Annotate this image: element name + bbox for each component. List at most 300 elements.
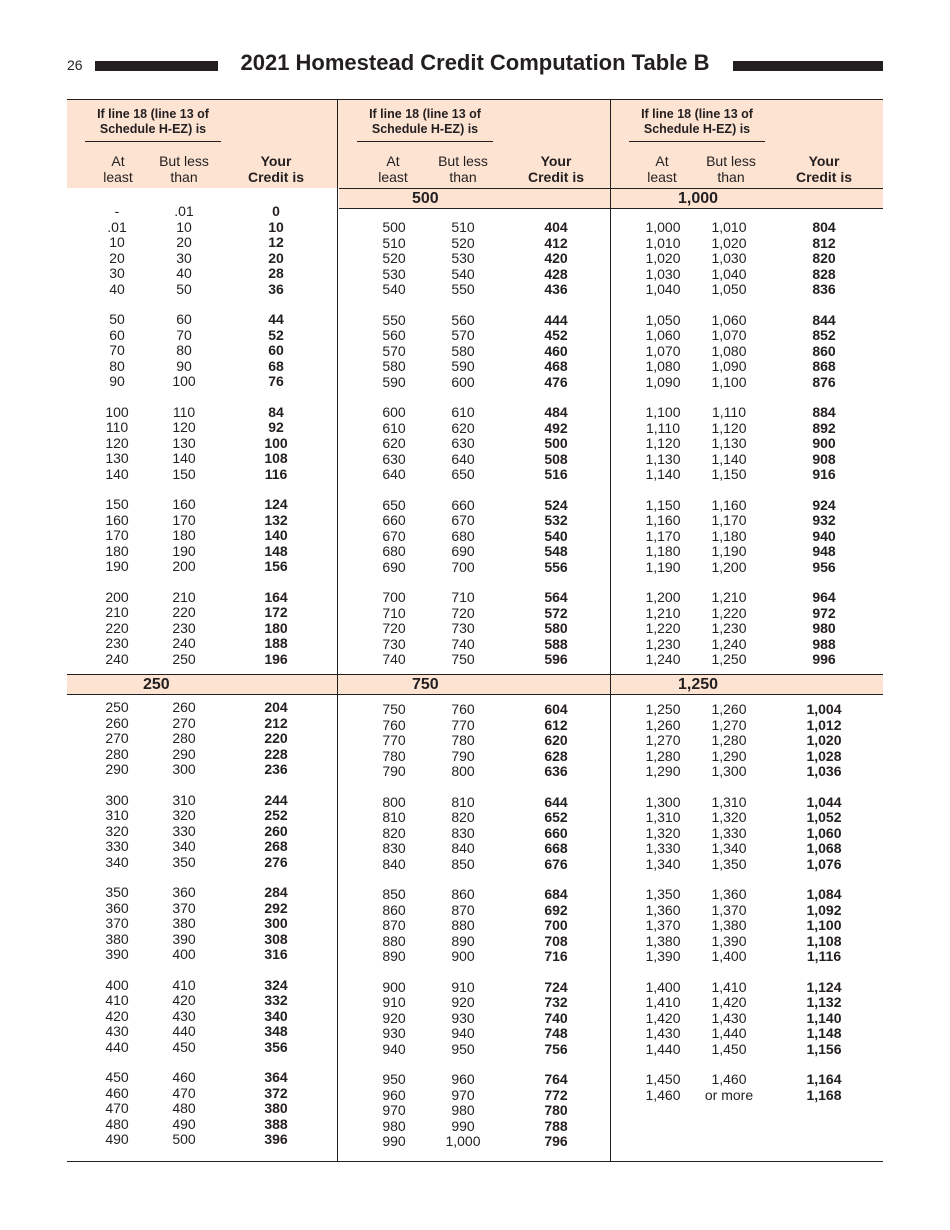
cell-at-least: 800 — [382, 793, 406, 810]
cell-your-credit: 652 — [544, 809, 568, 825]
table-row — [339, 637, 611, 653]
table-row — [67, 636, 339, 652]
cell-your-credit: 540 — [544, 527, 568, 544]
table-row — [67, 374, 339, 390]
cell-but-less-than: 210 — [172, 588, 196, 605]
table-row — [67, 235, 339, 251]
cell-but-less-than: 1,370 — [711, 901, 747, 918]
cell-at-least: 660 — [382, 512, 406, 528]
cell-your-credit: 708 — [544, 932, 568, 949]
column-divider — [337, 99, 338, 1161]
table-row — [611, 606, 883, 622]
table-row — [339, 1011, 611, 1027]
cell-but-less-than: 600 — [451, 373, 475, 390]
table-row — [339, 590, 611, 606]
table-row — [67, 204, 339, 220]
cell-your-credit: 132 — [264, 511, 288, 528]
cell-at-least: 520 — [382, 250, 406, 266]
table-row — [339, 652, 611, 668]
cell-at-least: 830 — [382, 840, 406, 856]
cell-your-credit: 788 — [544, 1117, 568, 1134]
cell-at-least: 1,110 — [646, 419, 680, 436]
table-row — [339, 1088, 611, 1104]
cell-but-less-than: 520 — [451, 234, 475, 251]
cell-at-least: 1,260 — [645, 716, 681, 733]
section-band — [611, 674, 883, 695]
cell-your-credit: 900 — [812, 435, 836, 451]
table-row — [611, 749, 883, 765]
cell-but-less-than: 80 — [176, 342, 192, 358]
cell-at-least: 1,290 — [645, 763, 681, 779]
cell-but-less-than: 1,250 — [711, 651, 747, 667]
cell-your-credit: 524 — [544, 496, 568, 513]
cell-at-least: 920 — [382, 1009, 406, 1026]
cell-your-credit: 108 — [264, 450, 288, 466]
cell-at-least: 770 — [382, 732, 406, 748]
table-row — [611, 452, 883, 468]
section-label: 1,000 — [678, 190, 719, 207]
cell-at-least: 700 — [382, 589, 406, 605]
cell-your-credit: 588 — [544, 635, 568, 652]
cell-your-credit: 556 — [544, 558, 568, 575]
cell-at-least: 290 — [105, 761, 129, 777]
cell-at-least: 1,210 — [645, 604, 681, 621]
cell-at-least: 1,250 — [645, 701, 681, 717]
cell-but-less-than: 650 — [451, 466, 475, 482]
table-column — [611, 99, 883, 1161]
cell-at-least: 1,090 — [645, 373, 681, 390]
table-row — [611, 236, 883, 252]
cell-at-least: 380 — [105, 930, 129, 947]
cell-but-less-than: 170 — [172, 511, 196, 528]
table-row — [67, 1009, 339, 1025]
column-header-but-less-than: But less than — [706, 153, 756, 185]
cell-at-least: 1,270 — [645, 732, 681, 748]
cell-at-least: 600 — [382, 404, 406, 420]
table-row — [67, 1040, 339, 1056]
cell-but-less-than: 60 — [176, 311, 192, 327]
table-row — [611, 590, 883, 606]
cell-your-credit: 1,132 — [806, 994, 842, 1010]
table-row — [67, 901, 339, 917]
cell-at-least: 1,460 — [645, 1086, 681, 1103]
table-row — [67, 793, 339, 809]
cell-but-less-than: 720 — [451, 604, 475, 621]
cell-at-least: 1,380 — [645, 932, 681, 949]
table-row — [611, 467, 883, 483]
cell-at-least: 1,040 — [645, 281, 681, 297]
cell-your-credit: 924 — [812, 496, 836, 513]
cell-but-less-than: 790 — [451, 747, 475, 764]
rows-block — [67, 204, 339, 667]
cell-but-less-than: 1,440 — [711, 1025, 747, 1041]
column-header-but-less-than: But less than — [438, 153, 488, 185]
page-number: 26 — [67, 57, 83, 73]
cell-at-least: 90 — [109, 373, 125, 389]
cell-but-less-than: 200 — [172, 558, 196, 574]
cell-but-less-than: 1,010 — [711, 219, 747, 235]
cell-but-less-than: 990 — [451, 1117, 475, 1134]
table-row — [339, 375, 611, 391]
cell-your-credit: 204 — [264, 699, 288, 715]
cell-at-least: 1,100 — [645, 404, 681, 420]
table-row — [339, 251, 611, 267]
cell-at-least: 1,000 — [645, 219, 681, 235]
cell-but-less-than: 1,160 — [711, 496, 747, 513]
cell-but-less-than: 370 — [172, 899, 196, 916]
cell-but-less-than: 40 — [176, 265, 192, 281]
table-row — [67, 1024, 339, 1040]
cell-at-least: 1,390 — [645, 948, 681, 964]
table-row — [67, 513, 339, 529]
cell-at-least: 630 — [382, 450, 406, 467]
cell-but-less-than: 810 — [451, 793, 475, 810]
cell-at-least: 240 — [105, 650, 129, 667]
cell-but-less-than: 380 — [172, 915, 196, 931]
cell-but-less-than: 390 — [172, 930, 196, 947]
cell-at-least: 170 — [105, 527, 129, 543]
cell-your-credit: 332 — [264, 992, 288, 1008]
cell-at-least: 980 — [382, 1117, 406, 1134]
cell-your-credit: 1,060 — [806, 824, 842, 841]
cell-at-least: 1,410 — [645, 994, 681, 1010]
cell-but-less-than: 140 — [172, 450, 196, 466]
cell-but-less-than: 450 — [172, 1038, 196, 1055]
cell-your-credit: 52 — [268, 326, 284, 343]
cell-but-less-than: 1,090 — [711, 358, 747, 374]
cell-but-less-than: 690 — [451, 543, 475, 559]
cell-your-credit: 604 — [544, 701, 568, 717]
cell-at-least: 1,080 — [645, 358, 681, 374]
table-row — [611, 375, 883, 391]
cell-your-credit: 156 — [264, 558, 288, 574]
cell-your-credit: 700 — [544, 917, 568, 933]
cell-but-less-than: 590 — [451, 358, 475, 374]
cell-at-least: 400 — [105, 976, 129, 993]
cell-but-less-than: 540 — [451, 265, 475, 282]
cell-at-least: 1,050 — [645, 311, 681, 328]
table-row — [611, 498, 883, 514]
cell-but-less-than: 300 — [172, 761, 196, 777]
cell-your-credit: 300 — [264, 915, 288, 931]
table-row — [611, 733, 883, 749]
table-row — [611, 220, 883, 236]
cell-at-least: 1,420 — [645, 1009, 681, 1026]
cell-at-least: 450 — [105, 1069, 129, 1085]
table-row — [67, 978, 339, 994]
cell-at-least: 480 — [105, 1115, 129, 1132]
table-row — [339, 1119, 611, 1135]
cell-at-least: 140 — [105, 465, 129, 482]
cell-your-credit: 1,108 — [806, 932, 842, 949]
table-row — [339, 513, 611, 529]
table-row — [67, 405, 339, 421]
cell-but-less-than: 230 — [172, 619, 196, 636]
cell-at-least: 270 — [105, 730, 129, 746]
column-header-your-credit: Your Credit is — [247, 153, 304, 185]
cell-but-less-than: 1,450 — [711, 1040, 747, 1057]
cell-but-less-than: 350 — [172, 853, 196, 870]
cell-at-least: 620 — [382, 435, 406, 451]
cell-your-credit: 612 — [544, 716, 568, 733]
table-row — [67, 497, 339, 513]
cell-at-least: 1,220 — [645, 620, 681, 636]
cell-your-credit: 1,012 — [806, 716, 842, 733]
cell-but-less-than: 1,220 — [711, 604, 747, 621]
cell-but-less-than: 780 — [451, 732, 475, 748]
cell-at-least: 200 — [105, 588, 129, 605]
cell-at-least: 30 — [109, 265, 125, 281]
cell-but-less-than: 910 — [451, 978, 475, 995]
cell-at-least: 1,280 — [645, 747, 681, 764]
table-row — [339, 749, 611, 765]
table-row — [611, 267, 883, 283]
cell-at-least: 570 — [382, 342, 406, 359]
cell-your-credit: 340 — [264, 1007, 288, 1024]
cell-but-less-than: 980 — [451, 1102, 475, 1118]
section-band — [611, 188, 883, 209]
cell-but-less-than: 240 — [172, 635, 196, 651]
table-row — [67, 436, 339, 452]
cell-your-credit: 172 — [264, 604, 288, 620]
table-row — [339, 1042, 611, 1058]
cell-your-credit: 0 — [272, 203, 280, 219]
cell-at-least: 680 — [382, 543, 406, 559]
table-row — [611, 1088, 883, 1104]
cell-at-least: 1,230 — [645, 635, 681, 652]
cell-your-credit: 404 — [544, 219, 568, 235]
cell-but-less-than: 570 — [451, 327, 475, 343]
cell-at-least: 1,370 — [645, 917, 681, 933]
table-row — [339, 934, 611, 950]
cell-your-credit: 1,140 — [806, 1009, 842, 1026]
cell-your-credit: 388 — [264, 1115, 288, 1132]
cell-your-credit: 1,124 — [806, 978, 842, 995]
cell-your-credit: 988 — [812, 635, 836, 652]
cell-at-least: 80 — [109, 357, 125, 374]
table-row — [67, 1132, 339, 1148]
table-row — [339, 1134, 611, 1150]
column-divider — [610, 99, 611, 1161]
rows-block — [611, 702, 883, 1103]
cell-but-less-than: 1,350 — [711, 855, 747, 872]
cell-at-least: 1,070 — [645, 342, 681, 359]
cell-but-less-than: 180 — [172, 527, 196, 543]
table-row — [339, 810, 611, 826]
cell-at-least: 820 — [382, 824, 406, 841]
cell-but-less-than: 940 — [451, 1025, 475, 1041]
table-row — [67, 467, 339, 483]
table-row — [611, 1042, 883, 1058]
cell-at-least: 1,010 — [645, 234, 681, 251]
cell-your-credit: 596 — [544, 651, 568, 667]
cell-at-least: 640 — [382, 466, 406, 482]
cell-your-credit: 964 — [812, 589, 836, 605]
cell-at-least: 60 — [109, 326, 125, 343]
table-row — [611, 1026, 883, 1042]
column-header — [67, 100, 339, 188]
cell-your-credit: 100 — [264, 434, 288, 451]
cell-but-less-than: 460 — [172, 1069, 196, 1085]
cell-but-less-than: 490 — [172, 1115, 196, 1132]
table-row — [339, 436, 611, 452]
cell-your-credit: 1,068 — [806, 840, 842, 856]
column-header-condition: If line 18 (line 13 of Schedule H-EZ) is — [629, 107, 765, 142]
table-row — [611, 795, 883, 811]
cell-but-less-than: 1,420 — [711, 994, 747, 1010]
cell-but-less-than: 740 — [451, 635, 475, 652]
table-row — [67, 716, 339, 732]
table-row — [611, 652, 883, 668]
cell-your-credit: 860 — [812, 342, 836, 359]
cell-at-least: 840 — [382, 855, 406, 872]
cell-at-least: 420 — [105, 1007, 129, 1024]
cell-but-less-than: 1,080 — [711, 342, 747, 359]
table-bottom-rule — [67, 1161, 883, 1162]
cell-at-least: 220 — [105, 619, 129, 636]
cell-your-credit: 92 — [268, 419, 284, 435]
table-row — [339, 452, 611, 468]
cell-your-credit: 308 — [264, 930, 288, 947]
cell-but-less-than: 670 — [451, 512, 475, 528]
cell-your-credit: 724 — [544, 978, 568, 995]
rows-block — [611, 220, 883, 668]
table-row — [339, 344, 611, 360]
table-row — [339, 918, 611, 934]
section-label: 750 — [412, 676, 439, 693]
cell-but-less-than: 920 — [451, 994, 475, 1010]
cell-at-least: 230 — [105, 635, 129, 651]
cell-your-credit: 980 — [812, 620, 836, 636]
cell-but-less-than: 680 — [451, 527, 475, 544]
table-row — [67, 312, 339, 328]
column-header — [339, 100, 611, 188]
cell-at-least: 730 — [382, 635, 406, 652]
cell-but-less-than: 860 — [451, 886, 475, 902]
cell-your-credit: 436 — [544, 281, 568, 297]
section-band — [67, 674, 339, 695]
cell-but-less-than: 1,000 — [445, 1133, 481, 1149]
cell-your-credit: 460 — [544, 342, 568, 359]
cell-your-credit: 372 — [264, 1084, 288, 1101]
cell-but-less-than: 970 — [451, 1086, 475, 1103]
cell-but-less-than: 1,380 — [711, 917, 747, 933]
column-header-condition: If line 18 (line 13 of Schedule H-EZ) is — [85, 107, 221, 142]
cell-your-credit: 1,076 — [806, 855, 842, 872]
table-row — [611, 718, 883, 734]
cell-at-least: 1,200 — [645, 589, 681, 605]
cell-but-less-than: 1,390 — [711, 932, 747, 949]
cell-your-credit: 76 — [268, 373, 284, 389]
cell-your-credit: 972 — [812, 604, 836, 621]
cell-your-credit: 220 — [264, 730, 288, 746]
cell-your-credit: 124 — [264, 496, 288, 512]
cell-at-least: 910 — [382, 994, 406, 1010]
cell-but-less-than: 830 — [451, 824, 475, 841]
cell-but-less-than: 90 — [176, 357, 192, 374]
column-header-but-less-than: But less than — [159, 153, 209, 185]
table-row — [67, 451, 339, 467]
cell-at-least: 790 — [382, 763, 406, 779]
cell-at-least: 1,310 — [645, 809, 681, 825]
table-row — [339, 702, 611, 718]
table-row — [339, 313, 611, 329]
cell-but-less-than: 220 — [172, 604, 196, 620]
cell-but-less-than: 890 — [451, 932, 475, 949]
cell-at-least: 490 — [105, 1131, 129, 1147]
cell-your-credit: 196 — [264, 650, 288, 667]
cell-at-least: 250 — [105, 699, 129, 715]
cell-but-less-than: 1,240 — [711, 635, 747, 652]
cell-your-credit: 508 — [544, 450, 568, 467]
cell-your-credit: 380 — [264, 1100, 288, 1116]
cell-your-credit: 356 — [264, 1038, 288, 1055]
table-row — [67, 220, 339, 236]
table-row — [67, 932, 339, 948]
table-row — [339, 995, 611, 1011]
cell-your-credit: 1,044 — [806, 793, 842, 810]
cell-your-credit: 532 — [544, 512, 568, 528]
cell-your-credit: 468 — [544, 358, 568, 374]
cell-your-credit: 12 — [268, 234, 284, 250]
cell-at-least: 210 — [105, 604, 129, 620]
cell-but-less-than: 950 — [451, 1040, 475, 1057]
cell-at-least: 1,140 — [645, 466, 681, 482]
cell-but-less-than: 110 — [172, 403, 196, 420]
cell-at-least: 460 — [105, 1084, 129, 1101]
table-row — [611, 841, 883, 857]
cell-your-credit: 948 — [812, 543, 836, 559]
table-row — [611, 359, 883, 375]
table-row — [339, 544, 611, 560]
cell-but-less-than: 1,290 — [711, 747, 747, 764]
table-row — [67, 855, 339, 871]
cell-at-least: 1,400 — [645, 978, 681, 995]
table-row — [339, 1072, 611, 1088]
table-row — [611, 405, 883, 421]
cell-your-credit: 764 — [544, 1071, 568, 1087]
cell-your-credit: 212 — [264, 714, 288, 731]
cell-but-less-than: 1,260 — [711, 701, 747, 717]
table-row — [611, 995, 883, 1011]
cell-but-less-than: 620 — [451, 419, 475, 436]
cell-but-less-than: 270 — [172, 714, 196, 731]
cell-but-less-than: 1,170 — [711, 512, 747, 528]
cell-your-credit: 876 — [812, 373, 836, 390]
cell-but-less-than: 1,280 — [711, 732, 747, 748]
cell-your-credit: 1,116 — [806, 948, 842, 964]
table-row — [611, 313, 883, 329]
cell-at-least: 260 — [105, 714, 129, 731]
cell-at-least: 550 — [382, 311, 406, 328]
cell-your-credit: 932 — [812, 512, 836, 528]
cell-your-credit: 908 — [812, 450, 836, 467]
cell-but-less-than: 470 — [172, 1084, 196, 1101]
cell-but-less-than: 1,430 — [711, 1009, 747, 1026]
table-row — [339, 606, 611, 622]
title-rule-left — [95, 61, 218, 71]
table-row — [67, 590, 339, 606]
table-row — [67, 544, 339, 560]
table-row — [339, 621, 611, 637]
table-row — [339, 498, 611, 514]
cell-but-less-than: 1,130 — [711, 435, 747, 451]
cell-at-least: 930 — [382, 1025, 406, 1041]
cell-your-credit: 620 — [544, 732, 568, 748]
cell-but-less-than: 1,210 — [711, 589, 747, 605]
cell-your-credit: 892 — [812, 419, 836, 436]
table-row — [339, 236, 611, 252]
